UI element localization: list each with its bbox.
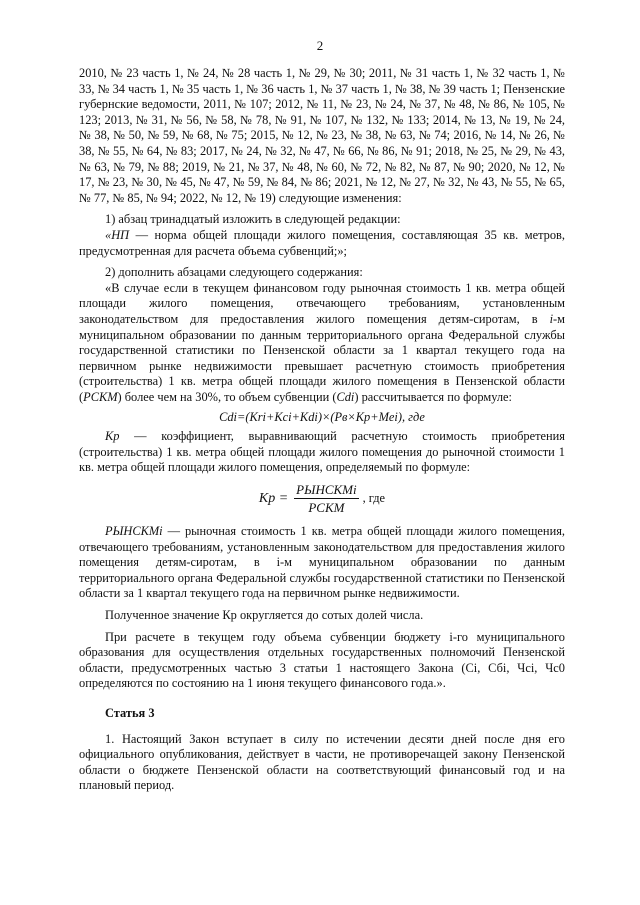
case-cd: Cdi — [336, 389, 355, 404]
formula-kp — [79, 482, 565, 516]
formula-kp-numerator: РЫНСКМi — [294, 482, 358, 500]
item-2: 2) дополнить абзацами следующего содержания: — [105, 265, 363, 280]
formula-kp-fraction — [294, 482, 358, 516]
document-body — [79, 66, 565, 794]
case-index-i: i — [549, 311, 554, 326]
rynskm-term: РЫНСКМi — [105, 524, 163, 539]
np-term: «НП — [105, 227, 130, 242]
formula-subvention — [79, 410, 565, 426]
kp-term: Кр — [105, 429, 120, 444]
paragraph-case — [79, 281, 565, 406]
paragraph-kp — [79, 429, 565, 476]
item-1: 1) абзац тринадцатый изложить в следующей редакции: — [105, 212, 401, 227]
case-text-c: ) более чем на 30%, то объем субвенции ( — [117, 389, 337, 404]
paragraph-rounding: Полученное значение Кр округляется до сотых долей числа. — [105, 608, 424, 622]
formula-subvention-text: Cdi=(Kri+Kci+Kdi)×(Pв×Kp+Mei), где — [219, 410, 425, 425]
kp-text: — коэффициент, выравнивающий расчетную стоимость приобретения (строительства) 1 кв. метра общей площади жилого помещения до рыночной стоимости 1 кв. метра общей площади жилого помещения, определяемый по формуле: — [79, 429, 565, 475]
formula-kp-lhs: Кр = — [258, 491, 289, 507]
article-3-text: 1. Настоящий Закон вступает в силу по истечении десяти дней после дня его официального опубликования, действует в части, не противоречащей закону Пензенской области о бюджете Пензенской области на соответствующий финансовый год и на плановый период. — [79, 731, 565, 793]
article-3-heading: Статья 3 — [105, 705, 155, 720]
formula-kp-denominator: РСКМ — [308, 500, 345, 516]
paragraph-np — [79, 228, 565, 259]
case-rskm: РСКМ — [83, 389, 118, 404]
case-text-b: -м муниципальном образовании по данным территориального органа Федеральной службы государственной статистики по Пензенской области за 1 квартал текущего года на первичном рынке недвижимости превышает расчетную стоимость приобретения (строительства) 1 кв. метра общей площади жилого помещения в Пензенской области ( — [79, 311, 565, 404]
formula-kp-suffix: , где — [362, 491, 386, 506]
np-text: — норма общей площади жилого помещения, составляющая 35 кв. метров, предусмотренная для расчета объема субвенций;»; — [79, 227, 565, 258]
page-number: 2 — [316, 38, 324, 53]
paragraph-calculation: При расчете в текущем году объема субвенции бюджету i-го муниципального образования для осуществления отдельных государственных полномочий Пензенской области, предусмотренных частью 3 статьи 1 настоящего Закона (Ci, Сбi, Чci, Чc0 определяются по состоянию на 1 июня текущего финансового года.». — [79, 629, 565, 691]
case-text-a: «В случае если в текущем финансовом году рыночная стоимость 1 кв. метра общей площади жилого помещения, отвечающего требованиям, установленным законодательством для предоставления жилого помещения детям-сиротам, в — [79, 280, 565, 326]
case-text-d: ) рассчитывается по формуле: — [354, 389, 512, 404]
rynskm-text: — рыночная стоимость 1 кв. метра общей площади жилого помещения, отвечающего требованиям, установленным законодательством для предоставления жилого помещения детям-сиротам, в i-м муниципальном образовании по данным территориального органа Федеральной службы государственной статистики по Пензенской области за 1 квартал текущего года на первичном рынке недвижимости. — [79, 524, 565, 601]
paragraph-intro: 2010, № 23 часть 1, № 24, № 28 часть 1, № 29, № 30; 2011, № 31 часть 1, № 32 часть 1, № 33, № 34 часть 1, № 35 часть 1, № 36 часть 1, № 37 часть 1, № 38, № 39 часть 1; Пензенские губернские ведомости, 2011, № 107; 2012, № 11, № 23, № 24, № 37, № 48, № 86, № 105, № 123; 2013, № 31, № 56, № 58, № 78, № 91, № 107, № 132, № 133; 2014, № 13, № 19, № 24, № 38, № 50, № 59, № 68, № 75; 2015, № 12, № 23, № 38, № 63, № 74; 2016, № 14, № 26, № 38, № 55, № 64, № 83; 2017, № 24, № 32, № 47, № 66, № 86, № 91; 2018, № 25, № 29, № 43, № 63, № 79, № 88; 2019, № 21, № 37, № 48, № 60, № 72, № 82, № 87, № 90; 2020, № 12, № 17, № 23, № 30, № 45, № 47, № 59, № 84, № 86; 2021, № 12, № 27, № 32, № 43, № 55, № 65, № 77, № 85, № 94; 2022, № 12, № 19) следующие изменения: — [79, 66, 565, 205]
paragraph-rynskm — [79, 524, 565, 602]
